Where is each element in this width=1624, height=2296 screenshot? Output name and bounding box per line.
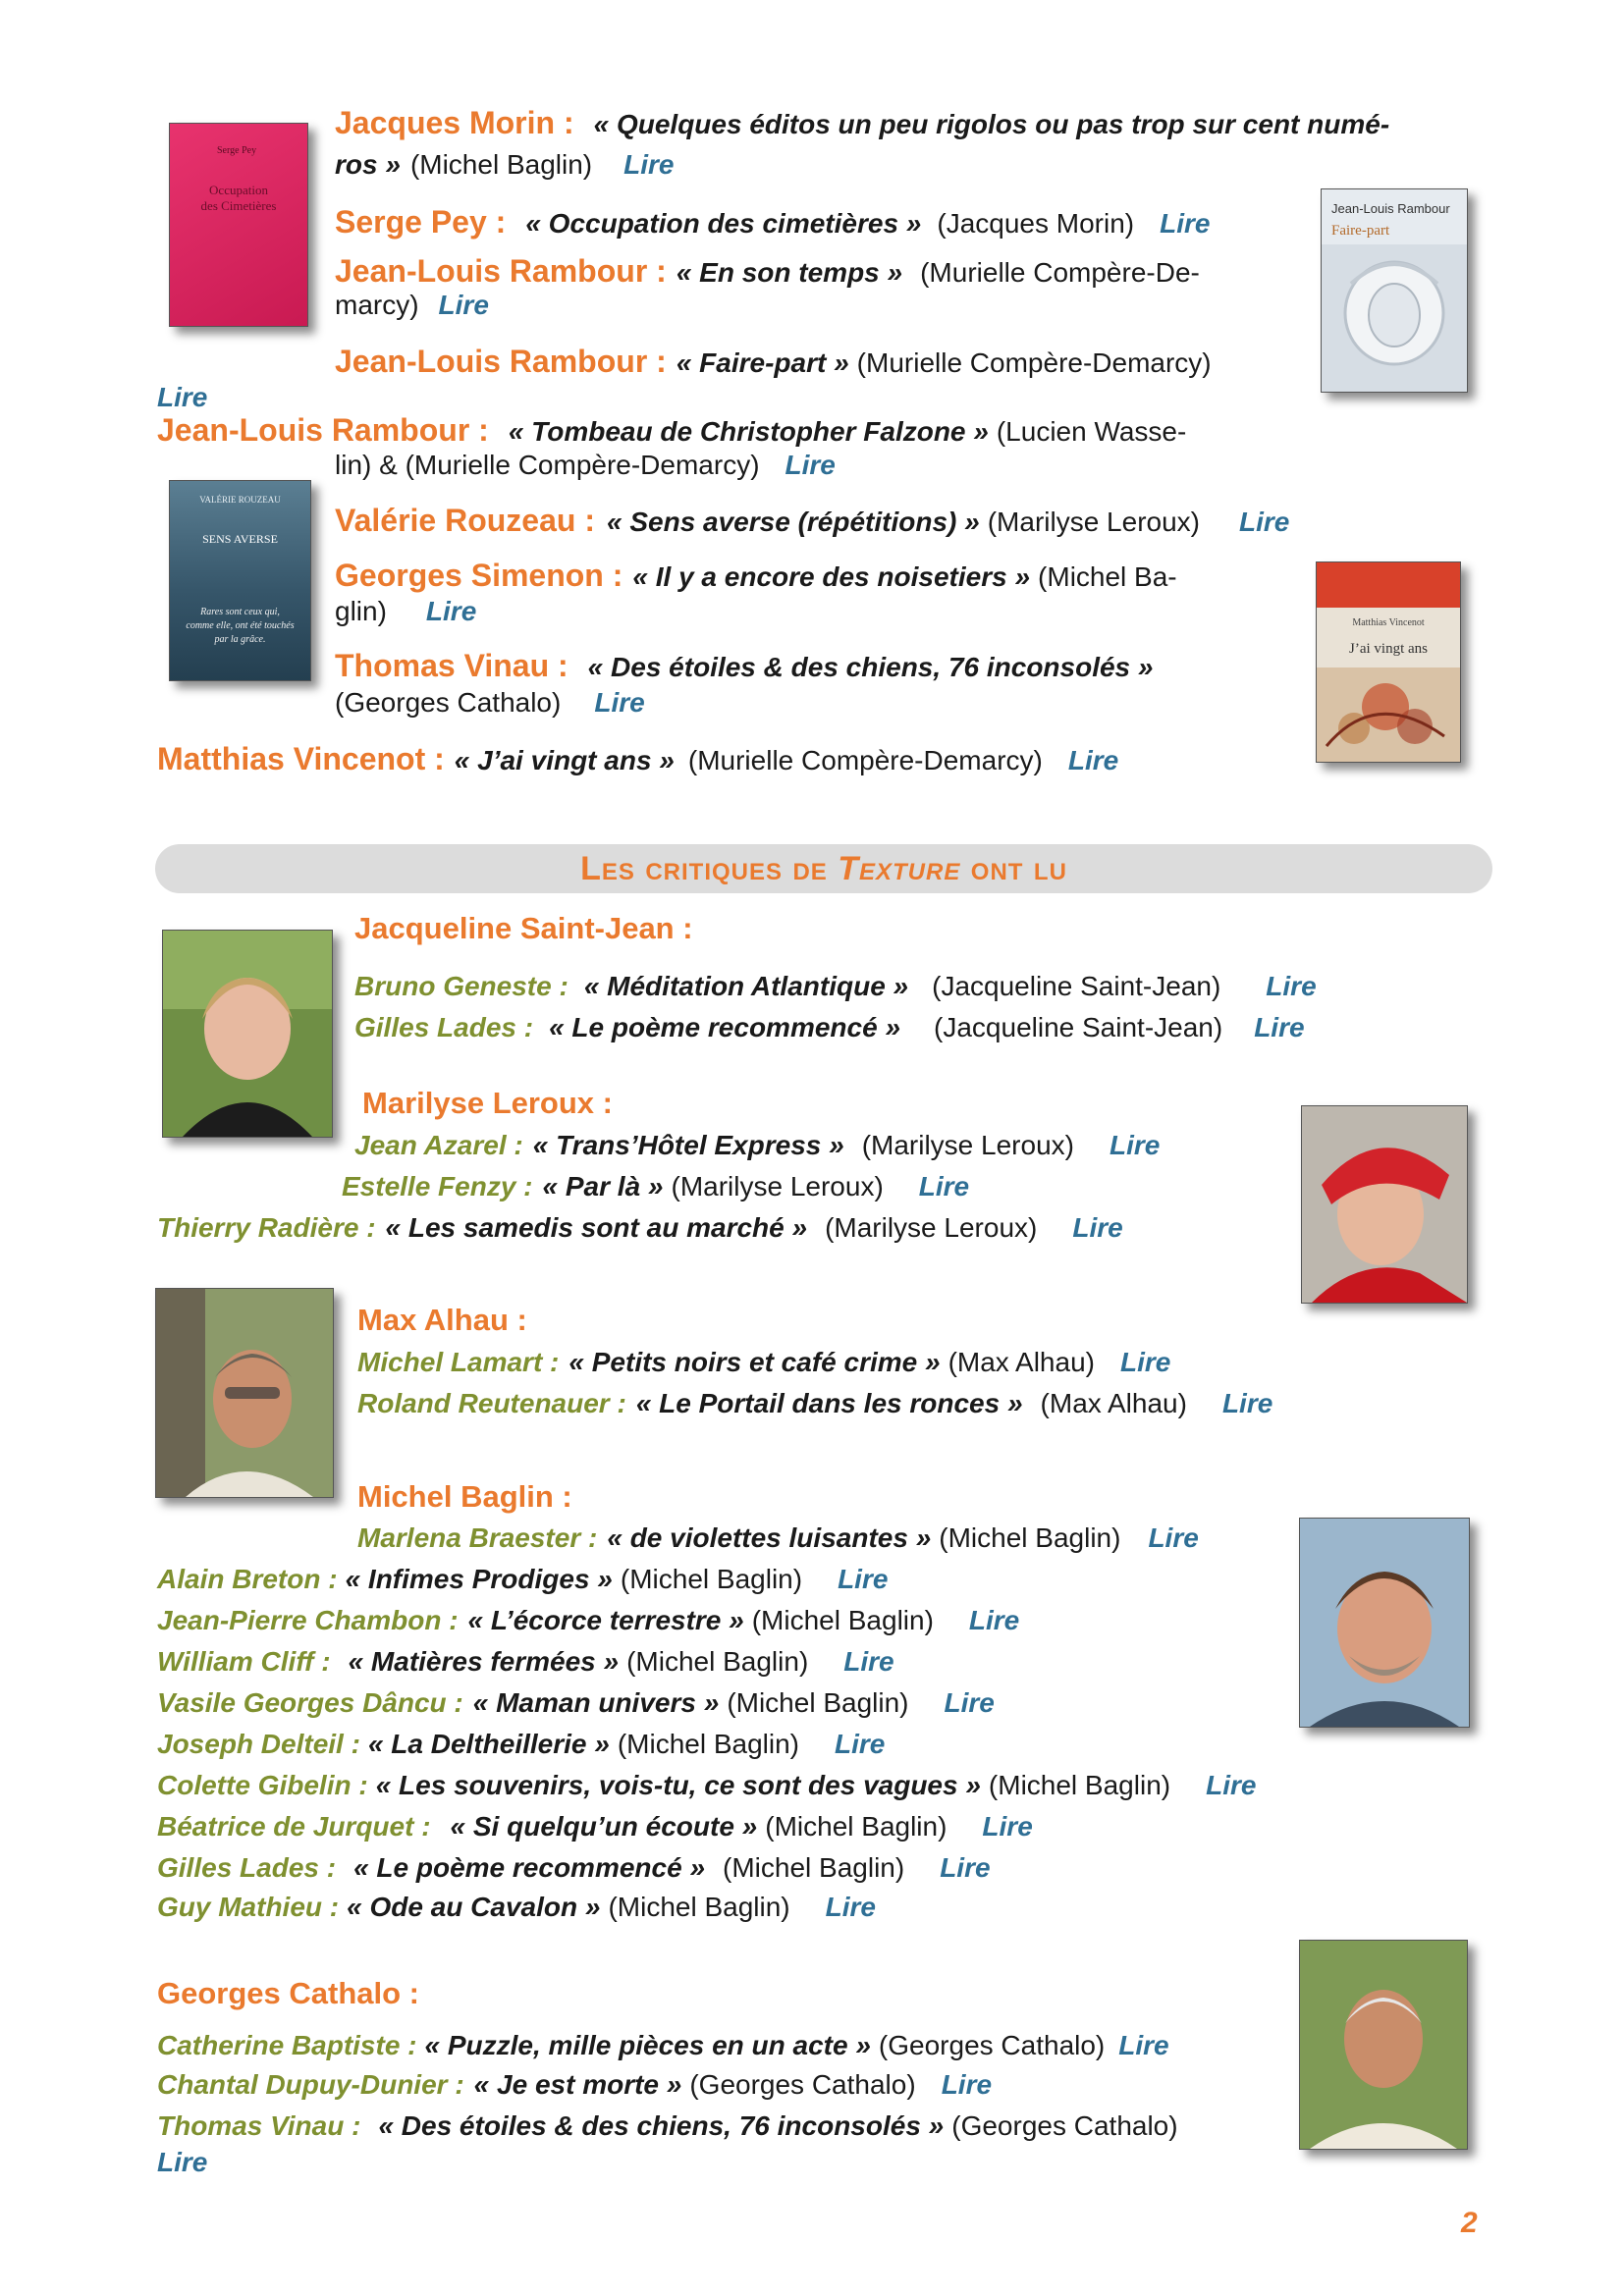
news-title: « Il y a encore des noisetiers » [632, 561, 1031, 592]
news-author: Jacques Morin : [335, 105, 574, 140]
review-title: « Le poème recommencé » [549, 1012, 901, 1042]
banner-text: Les critiques de [580, 850, 839, 887]
section-banner [155, 844, 1492, 893]
news-title: « Quelques éditos un peu rigolos ou pas trop sur cent numé- [593, 109, 1390, 139]
read-link[interactable]: Lire [157, 382, 208, 412]
news-title-cont: ros » [335, 149, 401, 180]
news-author: Thomas Vinau : [335, 648, 568, 683]
review-title: « Trans’Hôtel Express » [532, 1130, 844, 1160]
news-entry-cont [335, 288, 489, 323]
review-entry [157, 1562, 888, 1597]
red-band [1317, 562, 1460, 608]
review-title: « Les souvenirs, vois-tu, ce sont des vagues » [375, 1770, 981, 1800]
review-title: « Les samedis sont au marché » [385, 1212, 808, 1243]
news-critic: (Marilyse Leroux) [987, 507, 1200, 537]
book-author: VALÉRIE ROUZEAU [199, 495, 281, 505]
book-quote-line: comme elle, ont été touchés [186, 620, 295, 631]
news-critic: (Murielle Compère-De- [920, 257, 1200, 288]
news-author: Jean-Louis Rambour : [157, 412, 489, 448]
abstract-painting-image [1317, 667, 1460, 762]
review-title: « Méditation Atlantique » [583, 971, 909, 1001]
review-entry [157, 1644, 894, 1680]
review-critic: (Georges Cathalo) [951, 2110, 1178, 2141]
review-entry [342, 1169, 969, 1204]
critic-heading: Marilyse Leroux : [362, 1086, 613, 1120]
news-author: Jean-Louis Rambour : [335, 253, 667, 289]
review-author: Michel Lamart : [357, 1347, 560, 1377]
news-entry [335, 105, 1389, 142]
review-entry [157, 2067, 992, 2103]
review-author: Vasile Georges Dâncu : [157, 1687, 463, 1718]
review-title: « Par là » [542, 1171, 664, 1201]
book-author: Matthias Vincenot [1352, 617, 1425, 628]
review-entry [354, 969, 1317, 1004]
critic-name [357, 1303, 527, 1339]
review-critic: (Georges Cathalo) [689, 2069, 916, 2100]
review-critic: (Jacqueline Saint-Jean) [932, 971, 1221, 1001]
review-critic: (Jacqueline Saint-Jean) [934, 1012, 1223, 1042]
review-entry [157, 1890, 876, 1925]
news-author: Valérie Rouzeau : [335, 503, 595, 538]
news-entry-cont [335, 147, 674, 183]
news-entry [335, 648, 1153, 685]
review-critic: (Michel Baglin) [626, 1646, 809, 1677]
carved-face-image [1322, 244, 1467, 392]
read-link[interactable]: Lire [157, 2147, 208, 2177]
news-title: « Faire-part » [676, 347, 849, 378]
news-critic: (Jacques Morin) [937, 208, 1135, 239]
book-author: Jean-Louis Rambour [1331, 201, 1450, 216]
review-title: « Matières fermées » [348, 1646, 620, 1677]
review-title: « Si quelqu’un écoute » [450, 1811, 758, 1842]
read-link[interactable]: Lire [1118, 2030, 1169, 2060]
review-author: Joseph Delteil : [157, 1729, 360, 1759]
news-critic-cont: glin) [335, 596, 387, 626]
review-critic: (Max Alhau) [1040, 1388, 1187, 1418]
review-entry [157, 1850, 991, 1886]
book-quote-line: par la grâce. [214, 634, 266, 645]
review-critic: (Michel Baglin) [988, 1770, 1171, 1800]
read-link[interactable]: Lire [1119, 1347, 1171, 1377]
critic-name [157, 1976, 419, 2012]
book-title: Faire-part [1331, 223, 1390, 239]
news-entry-cont [335, 594, 476, 629]
portrait-image [1302, 1106, 1467, 1303]
review-title: « Infimes Prodiges » [345, 1564, 613, 1594]
news-title: « Occupation des cimetières » [525, 208, 922, 239]
book-cover-occupation-des-cimetieres [169, 123, 308, 327]
news-author: Matthias Vincenot : [157, 741, 445, 776]
news-entry [157, 412, 1186, 450]
read-link[interactable]: Lire [940, 1852, 991, 1883]
read-link[interactable]: Lire [838, 1564, 889, 1594]
news-title: « Sens averse (répétitions) » [606, 507, 980, 537]
review-title: « Maman univers » [472, 1687, 720, 1718]
critic-name [362, 1086, 613, 1122]
critic-name [357, 1479, 572, 1516]
news-title: « J’ai vingt ans » [454, 745, 675, 775]
news-critic-cont: lin) & (Murielle Compère-Demarcy) [335, 450, 760, 480]
review-entry [157, 2109, 1178, 2144]
review-author: Roland Reutenauer : [357, 1388, 626, 1418]
review-critic: (Michel Baglin) [723, 1852, 905, 1883]
news-entry-cont [157, 380, 207, 415]
review-entry [157, 1603, 1019, 1638]
review-title: « Le poème recommencé » [353, 1852, 706, 1883]
critic-heading: Jacqueline Saint-Jean : [354, 911, 693, 945]
news-entry [335, 503, 1289, 540]
banner-journal-name: Texture [838, 850, 961, 887]
book-author: Serge Pey [217, 145, 257, 156]
book-title: Occupation des Cimetières [200, 183, 277, 213]
review-critic: (Michel Baglin) [751, 1605, 934, 1635]
review-author: Colette Gibelin : [157, 1770, 368, 1800]
news-author: Serge Pey : [335, 204, 507, 240]
read-link[interactable]: Lire [785, 450, 836, 480]
review-author: Béatrice de Jurquet : [157, 1811, 431, 1842]
review-critic: (Michel Baglin) [608, 1892, 790, 1922]
photo-michel-baglin [1299, 1518, 1470, 1728]
read-link[interactable]: Lire [623, 149, 675, 180]
review-entry [157, 1768, 1256, 1803]
read-link[interactable]: Lire [1109, 1130, 1161, 1160]
review-entry-cont [157, 2145, 207, 2180]
review-author: Marlena Braester : [357, 1522, 598, 1553]
news-critic: (Murielle Compère-Demarcy) [687, 745, 1043, 775]
news-critic: (Michel Ba- [1038, 561, 1177, 592]
review-title: « Le Portail dans les ronces » [635, 1388, 1023, 1418]
review-entry [157, 1685, 995, 1721]
page-number: 2 [1461, 2207, 1478, 2239]
review-author: Catherine Baptiste : [157, 2030, 417, 2060]
news-title: « En son temps » [676, 257, 903, 288]
critic-name [354, 911, 693, 947]
review-critic: (Michel Baglin) [617, 1729, 799, 1759]
book-cover-faire-part [1321, 188, 1468, 393]
read-link[interactable]: Lire [1206, 1770, 1257, 1800]
critic-heading: Georges Cathalo : [157, 1976, 419, 2010]
review-entry [357, 1521, 1199, 1556]
news-title: « Tombeau de Christopher Falzone » [508, 416, 989, 447]
review-entry [157, 1727, 885, 1762]
review-title: « La Deltheillerie » [367, 1729, 610, 1759]
review-author: Gilles Lades : [354, 1012, 534, 1042]
news-entry [157, 741, 1118, 778]
news-title: « Des étoiles & des chiens, 76 inconsolés » [587, 652, 1154, 682]
read-link[interactable]: Lire [438, 290, 489, 320]
read-link[interactable]: Lire [1160, 208, 1211, 239]
portrait-image [1300, 1519, 1469, 1727]
read-link[interactable]: Lire [1239, 507, 1290, 537]
read-link[interactable]: Lire [941, 2069, 993, 2100]
critic-heading: Max Alhau : [357, 1303, 527, 1337]
read-link[interactable]: Lire [1221, 1388, 1273, 1418]
read-link[interactable]: Lire [843, 1646, 894, 1677]
review-entry [157, 2028, 1169, 2063]
review-critic: (Michel Baglin) [620, 1564, 803, 1594]
review-entry [357, 1386, 1272, 1421]
review-entry [354, 1128, 1160, 1163]
review-author: Thomas Vinau : [157, 2110, 361, 2141]
news-critic: (Murielle Compère-Demarcy) [856, 347, 1212, 378]
news-critic-cont: marcy) [335, 290, 419, 320]
portrait-image [163, 931, 332, 1137]
review-critic: (Michel Baglin) [939, 1522, 1121, 1553]
read-link[interactable]: Lire [1266, 971, 1317, 1001]
book-cover-sens-averse [169, 480, 311, 681]
review-title: « Puzzle, mille pièces en un acte » [424, 2030, 871, 2060]
read-link[interactable]: Lire [825, 1892, 876, 1922]
read-link[interactable]: Lire [982, 1811, 1033, 1842]
review-author: Alain Breton : [157, 1564, 338, 1594]
news-author: Jean-Louis Rambour : [335, 344, 667, 379]
photo-georges-cathalo [1299, 1940, 1468, 2150]
review-author: Chantal Dupuy-Dunier : [157, 2069, 464, 2100]
read-link[interactable]: Lire [835, 1729, 886, 1759]
review-critic: (Georges Cathalo) [878, 2030, 1106, 2060]
review-author: Jean-Pierre Chambon : [157, 1605, 459, 1635]
news-author: Georges Simenon : [335, 558, 623, 593]
portrait-image [1300, 1941, 1467, 2149]
review-author: Thierry Radière : [157, 1212, 376, 1243]
review-author: William Cliff : [157, 1646, 331, 1677]
banner-text-end: ont lu [960, 850, 1067, 887]
news-critic: (Georges Cathalo) [335, 687, 562, 718]
read-link[interactable]: Lire [968, 1605, 1020, 1635]
portrait-image [156, 1289, 333, 1497]
read-link[interactable]: Lire [1254, 1012, 1305, 1042]
review-title: « L’écorce terrestre » [467, 1605, 744, 1635]
review-title: « Je est morte » [473, 2069, 682, 2100]
news-critic: (Lucien Wasse- [996, 416, 1187, 447]
review-title: « de violettes luisantes » [607, 1522, 932, 1553]
book-cover-jai-vingt-ans [1316, 561, 1461, 763]
review-title: « Des étoiles & des chiens, 76 inconsolés » [378, 2110, 945, 2141]
photo-jacqueline-saint-jean [162, 930, 333, 1138]
review-critic: (Michel Baglin) [765, 1811, 947, 1842]
review-critic: (Max Alhau) [947, 1347, 1095, 1377]
photo-marilyse-leroux [1301, 1105, 1468, 1304]
review-entry [157, 1210, 1123, 1246]
review-entry [357, 1345, 1170, 1380]
book-title: J’ai vingt ans [1349, 641, 1428, 657]
review-critic: (Marilyse Leroux) [825, 1212, 1038, 1243]
review-author: Gilles Lades : [157, 1852, 337, 1883]
news-entry [335, 204, 1210, 241]
read-link[interactable]: Lire [425, 596, 477, 626]
read-link[interactable]: Lire [1072, 1212, 1123, 1243]
critic-heading: Michel Baglin : [357, 1479, 572, 1514]
review-author: Bruno Geneste : [354, 971, 568, 1001]
photo-max-alhau [155, 1288, 334, 1498]
review-critic: (Michel Baglin) [727, 1687, 909, 1718]
read-link[interactable]: Lire [1067, 745, 1119, 775]
review-author: Estelle Fenzy : [342, 1171, 533, 1201]
review-entry [157, 1809, 1033, 1844]
news-entry [335, 253, 1200, 291]
review-entry [354, 1010, 1305, 1045]
book-quote-line: Rares sont ceux qui, [200, 607, 280, 617]
read-link[interactable]: Lire [944, 1687, 995, 1718]
news-entry-cont [335, 685, 645, 721]
review-author: Jean Azarel : [354, 1130, 523, 1160]
news-entry-cont [335, 448, 836, 483]
news-entry [335, 344, 1212, 381]
review-author: Guy Mathieu : [157, 1892, 340, 1922]
read-link[interactable]: Lire [594, 687, 645, 718]
book-title: SENS AVERSE [202, 532, 278, 546]
review-critic: (Marilyse Leroux) [671, 1171, 884, 1201]
news-critic: (Michel Baglin) [409, 149, 593, 180]
news-entry [335, 558, 1177, 595]
review-title: « Ode au Cavalon » [347, 1892, 601, 1922]
read-link[interactable]: Lire [918, 1171, 970, 1201]
review-title: « Petits noirs et café crime » [568, 1347, 941, 1377]
read-link[interactable]: Lire [1148, 1522, 1199, 1553]
review-critic: (Marilyse Leroux) [861, 1130, 1074, 1160]
